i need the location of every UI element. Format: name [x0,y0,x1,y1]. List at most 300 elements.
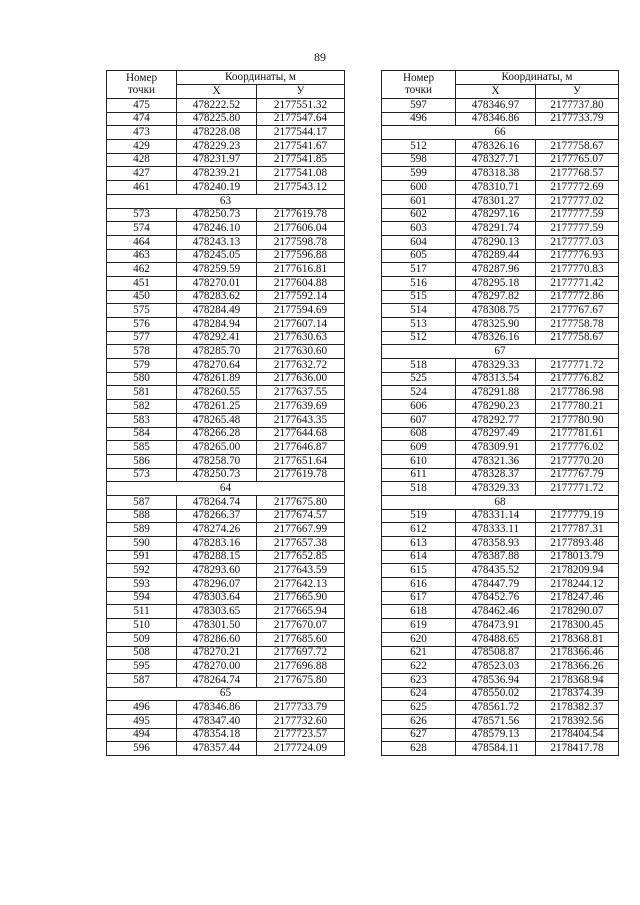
point-number-cell: 519 [382,509,456,523]
x-coordinate-cell: 478295.18 [456,276,536,290]
group-row [107,194,345,208]
y-coordinate-cell: 2177771.72 [536,359,619,373]
table-row [382,400,619,414]
x-coordinate-cell: 478290.13 [456,235,536,249]
x-coordinate-cell: 478264.74 [177,673,257,687]
table-row [107,742,345,756]
y-coordinate-cell: 2177770.83 [536,263,619,277]
x-header: X [456,85,536,99]
y-coordinate-cell: 2177777.59 [536,222,619,236]
y-coordinate-cell: 2177780.90 [536,413,619,427]
point-number-cell: 586 [107,454,177,468]
point-number-cell: 615 [382,564,456,578]
table-row [107,99,345,113]
table-row [107,276,345,290]
table-row [107,673,345,687]
table-row [382,290,619,304]
x-coordinate-cell: 478584.11 [456,742,536,756]
y-coordinate-cell: 2177733.79 [536,112,619,126]
y-coordinate-cell: 2177636.00 [257,372,345,386]
table-row [107,537,345,551]
point-number-cell: 582 [107,400,177,414]
point-number-cell: 428 [107,153,177,167]
y-coordinate-cell: 2177547.64 [257,112,345,126]
table-row [382,276,619,290]
x-coordinate-cell: 478289.44 [456,249,536,263]
x-coordinate-cell: 478310.71 [456,181,536,195]
point-number-cell: 509 [107,632,177,646]
x-coordinate-cell: 478313.54 [456,372,536,386]
table-body-left [107,71,345,756]
x-coordinate-cell: 478245.05 [177,249,257,263]
y-coordinate-cell: 2177781.61 [536,427,619,441]
table-row [382,99,619,113]
y-coordinate-cell: 2177630.60 [257,345,345,359]
y-coordinate-cell: 2177644.68 [257,427,345,441]
y-coordinate-cell: 2177674.57 [257,509,345,523]
y-coordinate-cell: 2177541.67 [257,140,345,154]
y-coordinate-cell: 2177697.72 [257,646,345,660]
point-number-cell: 589 [107,523,177,537]
y-coordinate-cell: 2177737.80 [536,99,619,113]
table-row [382,714,619,728]
point-number-cell: 602 [382,208,456,222]
table-row [382,208,619,222]
table-row [382,359,619,373]
point-number-cell: 512 [382,331,456,345]
table-row [107,550,345,564]
point-number-cell: 599 [382,167,456,181]
point-number-cell: 612 [382,523,456,537]
x-coordinate-cell: 478284.94 [177,318,257,332]
point-number-cell: 464 [107,235,177,249]
x-header: X [177,85,257,99]
table-row [107,181,345,195]
point-number-cell: 516 [382,276,456,290]
y-coordinate-cell: 2177594.69 [257,304,345,318]
x-coordinate-cell: 478325.90 [456,318,536,332]
point-number-cell: 598 [382,153,456,167]
y-coordinate-cell: 2178374.39 [536,687,619,701]
y-coordinate-cell: 2177607.14 [257,318,345,332]
x-coordinate-cell: 478452.76 [456,591,536,605]
y-coordinate-cell: 2177765.07 [536,153,619,167]
table-row [382,194,619,208]
x-coordinate-cell: 478447.79 [456,578,536,592]
point-number-cell: 597 [382,99,456,113]
point-number-cell: 515 [382,290,456,304]
y-coordinate-cell: 2177665.94 [257,605,345,619]
y-coordinate-cell: 2177767.67 [536,304,619,318]
x-coordinate-cell: 478329.33 [456,482,536,496]
table-row [382,413,619,427]
point-number-cell: 604 [382,235,456,249]
group-row [382,495,619,509]
table-row [107,400,345,414]
x-coordinate-cell: 478333.11 [456,523,536,537]
x-coordinate-cell: 478225.80 [177,112,257,126]
point-number-cell: 462 [107,263,177,277]
y-coordinate-cell: 2177543.12 [257,181,345,195]
x-coordinate-cell: 478346.86 [177,701,257,715]
x-coordinate-cell: 478270.21 [177,646,257,660]
table-row [382,632,619,646]
table-row [107,495,345,509]
point-number-cell: 429 [107,140,177,154]
table-row [107,263,345,277]
x-coordinate-cell: 478288.15 [177,550,257,564]
y-coordinate-cell: 2177652.85 [257,550,345,564]
table-row [382,468,619,482]
group-row [107,687,345,701]
coordinates-header: Координаты, м [456,71,619,85]
point-number-cell: 584 [107,427,177,441]
x-coordinate-cell: 478261.25 [177,400,257,414]
point-number-cell: 588 [107,509,177,523]
table-row [382,112,619,126]
x-coordinate-cell: 478240.19 [177,181,257,195]
point-number-cell: 495 [107,714,177,728]
group-row [382,345,619,359]
y-coordinate-cell: 2178368.81 [536,632,619,646]
table-row [382,454,619,468]
point-number-cell: 628 [382,742,456,756]
y-coordinate-cell: 2177776.82 [536,372,619,386]
x-coordinate-cell: 478264.74 [177,495,257,509]
y-coordinate-cell: 2177776.02 [536,441,619,455]
y-coordinate-cell: 2177619.78 [257,208,345,222]
y-coordinate-cell: 2177732.60 [257,714,345,728]
table-row [107,468,345,482]
y-coordinate-cell: 2177776.93 [536,249,619,263]
table-row [107,167,345,181]
y-coordinate-cell: 2177772.86 [536,290,619,304]
header-row [107,71,345,85]
point-number-header-line1: Номер [125,72,158,85]
x-coordinate-cell: 478292.41 [177,331,257,345]
table-row [107,578,345,592]
x-coordinate-cell: 478261.89 [177,372,257,386]
y-coordinate-cell: 2178300.45 [536,619,619,633]
x-coordinate-cell: 478329.33 [456,359,536,373]
x-coordinate-cell: 478250.73 [177,208,257,222]
x-coordinate-cell: 478346.97 [456,99,536,113]
table-row [107,714,345,728]
x-coordinate-cell: 478284.49 [177,304,257,318]
table-row [107,112,345,126]
x-coordinate-cell: 478327.71 [456,153,536,167]
point-number-cell: 508 [107,646,177,660]
point-number-cell: 601 [382,194,456,208]
point-number-cell: 577 [107,331,177,345]
point-number-cell: 606 [382,400,456,414]
point-number-cell: 524 [382,386,456,400]
table-row [382,673,619,687]
table-row [107,153,345,167]
point-number-cell: 610 [382,454,456,468]
x-coordinate-cell: 478228.08 [177,126,257,140]
point-number-cell: 596 [107,742,177,756]
table-row [382,578,619,592]
y-coordinate-cell: 2178366.46 [536,646,619,660]
x-coordinate-cell: 478266.37 [177,509,257,523]
table-row [107,441,345,455]
y-coordinate-cell: 2177675.80 [257,673,345,687]
point-number-cell: 573 [107,208,177,222]
x-coordinate-cell: 478462.46 [456,605,536,619]
point-number-cell: 517 [382,263,456,277]
table-row [107,304,345,318]
table-row [107,632,345,646]
point-number-cell: 574 [107,222,177,236]
y-coordinate-cell: 2177604.88 [257,276,345,290]
table-row [107,523,345,537]
x-coordinate-cell: 478285.70 [177,345,257,359]
point-number-cell: 461 [107,181,177,195]
y-coordinate-cell: 2177643.59 [257,564,345,578]
point-number-cell: 603 [382,222,456,236]
point-number-cell: 607 [382,413,456,427]
x-coordinate-cell: 478297.49 [456,427,536,441]
y-coordinate-cell: 2177685.60 [257,632,345,646]
x-coordinate-cell: 478309.91 [456,441,536,455]
y-coordinate-cell: 2177780.21 [536,400,619,414]
table-row [382,153,619,167]
point-number-cell: 609 [382,441,456,455]
x-coordinate-cell: 478265.48 [177,413,257,427]
table-row [107,222,345,236]
group-number: 68 [382,495,619,509]
table-body-right [382,71,619,756]
point-number-cell: 573 [107,468,177,482]
point-number-cell: 494 [107,728,177,742]
table-row [382,386,619,400]
x-coordinate-cell: 478321.36 [456,454,536,468]
point-number-cell: 510 [107,619,177,633]
x-coordinate-cell: 478259.59 [177,263,257,277]
table-row [382,687,619,701]
point-number-cell: 451 [107,276,177,290]
y-coordinate-cell: 2177632.72 [257,359,345,373]
x-coordinate-cell: 478358.93 [456,537,536,551]
table-row [107,372,345,386]
table-row [382,742,619,756]
table-row [382,441,619,455]
x-coordinate-cell: 478243.13 [177,235,257,249]
x-coordinate-cell: 478290.23 [456,400,536,414]
x-coordinate-cell: 478435.52 [456,564,536,578]
x-coordinate-cell: 478354.18 [177,728,257,742]
x-coordinate-cell: 478473.91 [456,619,536,633]
y-coordinate-cell: 2177639.69 [257,400,345,414]
point-number-cell: 473 [107,126,177,140]
point-number-cell: 594 [107,591,177,605]
table-row [107,331,345,345]
x-coordinate-cell: 478229.23 [177,140,257,154]
x-coordinate-cell: 478239.21 [177,167,257,181]
y-coordinate-cell: 2177606.04 [257,222,345,236]
point-number-cell: 475 [107,99,177,113]
point-number-cell: 587 [107,495,177,509]
y-coordinate-cell: 2177675.80 [257,495,345,509]
x-coordinate-cell: 478579.13 [456,728,536,742]
table-row [107,386,345,400]
table-row [107,140,345,154]
point-number-cell: 427 [107,167,177,181]
y-coordinate-cell: 2177592.14 [257,290,345,304]
x-coordinate-cell: 478508.87 [456,646,536,660]
point-number-cell: 578 [107,345,177,359]
y-coordinate-cell: 2177768.57 [536,167,619,181]
y-coordinate-cell: 2177767.79 [536,468,619,482]
coordinates-table-right [381,70,619,756]
point-number-cell: 611 [382,468,456,482]
y-coordinate-cell: 2178290.07 [536,605,619,619]
point-number-cell: 608 [382,427,456,441]
point-number-cell: 621 [382,646,456,660]
x-coordinate-cell: 478292.77 [456,413,536,427]
x-coordinate-cell: 478297.82 [456,290,536,304]
point-number-cell: 627 [382,728,456,742]
x-coordinate-cell: 478270.01 [177,276,257,290]
coordinates-header: Координаты, м [177,71,345,85]
x-coordinate-cell: 478301.50 [177,619,257,633]
point-number-cell: 518 [382,482,456,496]
point-number-cell: 463 [107,249,177,263]
x-coordinate-cell: 478347.40 [177,714,257,728]
point-number-cell: 450 [107,290,177,304]
point-number-cell: 619 [382,619,456,633]
point-number-header-line2: точки [127,83,156,96]
y-coordinate-cell: 2177779.19 [536,509,619,523]
x-coordinate-cell: 478250.73 [177,468,257,482]
y-coordinate-cell: 2177670.07 [257,619,345,633]
point-number-cell: 592 [107,564,177,578]
y-coordinate-cell: 2177665.90 [257,591,345,605]
point-number-cell: 616 [382,578,456,592]
x-coordinate-cell: 478286.60 [177,632,257,646]
x-coordinate-cell: 478303.65 [177,605,257,619]
group-row [107,482,345,496]
page-number: 89 [314,50,326,64]
point-number-cell: 623 [382,673,456,687]
table-row [382,263,619,277]
y-coordinate-cell: 2177551.32 [257,99,345,113]
table-row [107,564,345,578]
point-number-cell: 593 [107,578,177,592]
y-coordinate-cell: 2177758.67 [536,140,619,154]
point-number-cell: 587 [107,673,177,687]
x-coordinate-cell: 478297.16 [456,208,536,222]
table-row [382,605,619,619]
x-coordinate-cell: 478328.37 [456,468,536,482]
table-row [382,181,619,195]
table-row [107,290,345,304]
y-coordinate-cell: 2177646.87 [257,441,345,455]
point-number-header-line2: точки [404,83,433,96]
table-row [382,523,619,537]
y-coordinate-cell: 2177657.38 [257,537,345,551]
header-row [382,71,619,85]
x-coordinate-cell: 478231.97 [177,153,257,167]
group-number: 66 [382,126,619,140]
y-coordinate-cell: 2177643.35 [257,413,345,427]
point-number-cell: 511 [107,605,177,619]
x-coordinate-cell: 478303.64 [177,591,257,605]
point-number-cell: 581 [107,386,177,400]
y-coordinate-cell: 2177786.98 [536,386,619,400]
table-row [107,728,345,742]
table-row [107,413,345,427]
point-number-cell: 474 [107,112,177,126]
y-coordinate-cell: 2177771.42 [536,276,619,290]
y-coordinate-cell: 2177696.88 [257,660,345,674]
y-coordinate-cell: 2177724.09 [257,742,345,756]
table-row [382,701,619,715]
y-coordinate-cell: 2177651.64 [257,454,345,468]
x-coordinate-cell: 478326.16 [456,331,536,345]
table-row [107,591,345,605]
table-row [107,208,345,222]
point-number-cell: 591 [107,550,177,564]
y-coordinate-cell: 2178368.94 [536,673,619,687]
x-coordinate-cell: 478523.03 [456,660,536,674]
table-row [382,222,619,236]
table-row [107,427,345,441]
point-number-cell: 626 [382,714,456,728]
table-row [382,331,619,345]
table-row [107,235,345,249]
x-coordinate-cell: 478318.38 [456,167,536,181]
point-number-cell: 595 [107,660,177,674]
table-row [382,427,619,441]
table-row [107,345,345,359]
point-number-cell: 622 [382,660,456,674]
x-coordinate-cell: 478270.00 [177,660,257,674]
x-coordinate-cell: 478357.44 [177,742,257,756]
y-coordinate-cell: 2177733.79 [257,701,345,715]
point-number-header [107,71,177,99]
point-number-cell: 590 [107,537,177,551]
point-number-cell: 513 [382,318,456,332]
y-coordinate-cell: 2177772.69 [536,181,619,195]
point-number-cell: 514 [382,304,456,318]
y-coordinate-cell: 2177541.85 [257,153,345,167]
table-row [382,619,619,633]
point-number-cell: 620 [382,632,456,646]
y-coordinate-cell: 2178209.94 [536,564,619,578]
point-number-cell: 613 [382,537,456,551]
point-number-cell: 512 [382,140,456,154]
x-coordinate-cell: 478287.96 [456,263,536,277]
table-row [382,167,619,181]
x-coordinate-cell: 478258.70 [177,454,257,468]
point-number-cell: 496 [107,701,177,715]
x-coordinate-cell: 478293.60 [177,564,257,578]
x-coordinate-cell: 478331.14 [456,509,536,523]
y-coordinate-cell: 2177598.78 [257,235,345,249]
y-header: У [257,85,345,99]
point-number-cell: 585 [107,441,177,455]
x-coordinate-cell: 478326.16 [456,140,536,154]
x-coordinate-cell: 478222.52 [177,99,257,113]
table-row [107,619,345,633]
table-row [382,660,619,674]
y-coordinate-cell: 2177777.03 [536,235,619,249]
y-coordinate-cell: 2178013.79 [536,550,619,564]
table-row [382,728,619,742]
table-row [382,509,619,523]
